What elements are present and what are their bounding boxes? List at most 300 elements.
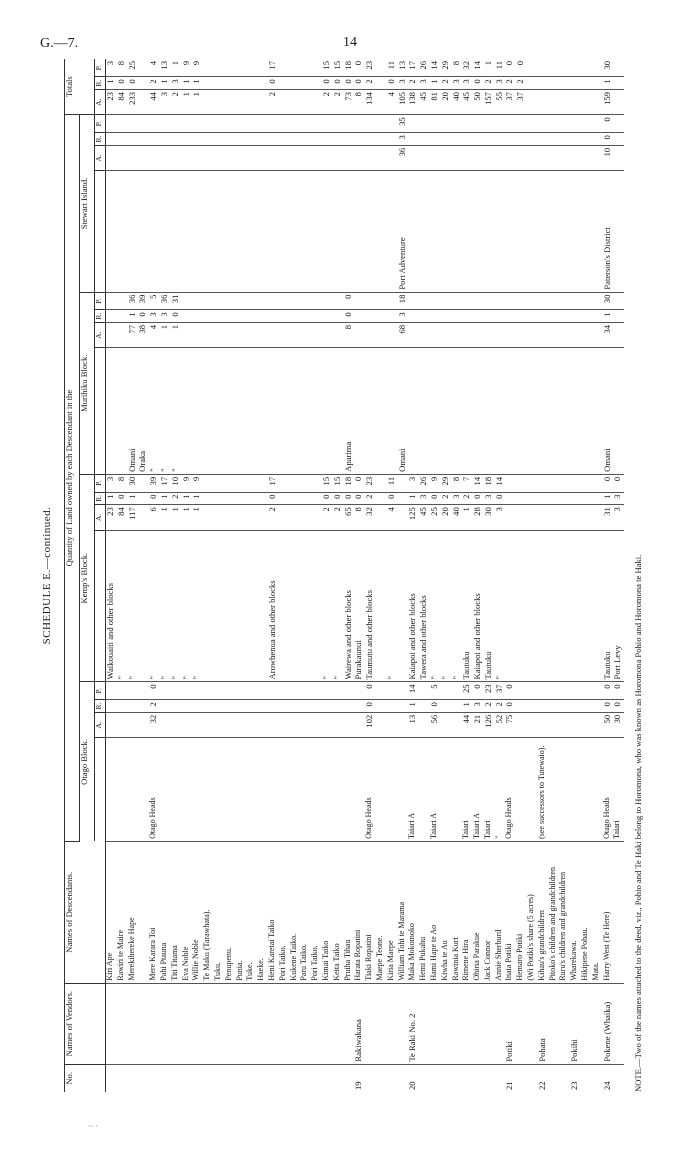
table-row [495, 59, 506, 1092]
vendor-name [214, 983, 225, 1064]
total-perches [613, 59, 624, 77]
stewart-roods [333, 133, 344, 146]
stewart-roods [171, 133, 182, 146]
stewart-block-name [344, 171, 355, 293]
murihiku-block-name [516, 348, 527, 475]
otago-perches: 37 [495, 682, 506, 700]
murihiku-acres [462, 323, 473, 348]
kemp-acres: 45 [419, 505, 430, 530]
murihiku-acres [613, 323, 624, 348]
total-roods: 3 [419, 77, 430, 90]
descendant-name: Pori Taiko. [279, 841, 290, 983]
total-roods [581, 77, 592, 90]
murihiku-roods [246, 310, 257, 323]
murihiku-perches [505, 292, 516, 310]
total-roods [570, 77, 581, 90]
stewart-acres [192, 145, 203, 170]
stewart-block-name [257, 171, 268, 293]
vendor-name [192, 983, 203, 1064]
kemp-perches [559, 474, 570, 492]
stewart-roods [311, 133, 322, 146]
stewart-acres [549, 145, 560, 170]
vendor-name [117, 983, 128, 1064]
kemp-perches: 3 [106, 474, 117, 492]
total-roods [225, 77, 236, 90]
otago-acres: 13 [408, 712, 419, 737]
stewart-perches [538, 115, 549, 133]
stewart-perches [311, 115, 322, 133]
otago-block-name [160, 738, 171, 842]
kemp-acres [300, 505, 311, 530]
stewart-acres [452, 145, 463, 170]
murihiku-acres [538, 323, 549, 348]
stewart-perches [365, 115, 376, 133]
row-no [452, 1064, 463, 1092]
murihiku-perches: 39 [138, 292, 149, 310]
total-acres [246, 90, 257, 115]
otago-acres [225, 712, 236, 737]
stewart-perches [441, 115, 452, 133]
total-acres: 45 [462, 90, 473, 115]
vendor-name [462, 983, 473, 1064]
row-no [192, 1064, 203, 1092]
murihiku-acres [570, 323, 581, 348]
row-no: 24 [601, 1081, 612, 1090]
murihiku-block-name: " [171, 348, 182, 475]
kemp-roods: 0 [495, 492, 506, 505]
row-no [268, 1064, 279, 1092]
descendant-name: Punia. [236, 841, 247, 983]
kemp-roods: 2 [462, 492, 473, 505]
stewart-acres [171, 145, 182, 170]
murihiku-roods [549, 310, 560, 323]
kemp-block-name: Arowhenua and other blocks [268, 530, 279, 682]
kemp-block-name: Tautuku [603, 530, 614, 682]
otago-block-name: Taiari A [408, 738, 419, 842]
stewart-block-name [138, 171, 149, 293]
murihiku-block-name [365, 348, 376, 475]
murihiku-roods [214, 310, 225, 323]
stewart-acres: 36 [398, 145, 409, 170]
row-no [462, 1064, 473, 1092]
murihiku-block-name [203, 348, 214, 475]
otago-acres [322, 712, 333, 737]
kemp-roods: 0 [473, 492, 484, 505]
stewart-block-name [333, 171, 344, 293]
murihiku-perches: 36 [160, 292, 171, 310]
total-acres: 105 [398, 90, 409, 115]
unit-acres: A. [95, 712, 106, 737]
vendor-name [225, 983, 236, 1064]
otago-acres [171, 712, 182, 737]
total-roods: 3 [452, 77, 463, 90]
kemp-acres: 3 [495, 505, 506, 530]
murihiku-perches [613, 292, 624, 310]
murihiku-block-name [257, 348, 268, 475]
murihiku-perches [311, 292, 322, 310]
kemp-roods [246, 492, 257, 505]
total-acres: 2 [268, 90, 279, 115]
vendor-name [268, 983, 279, 1064]
kemp-block-name [376, 530, 387, 682]
kemp-acres: 125 [408, 505, 419, 530]
murihiku-perches [257, 292, 268, 310]
table-row [311, 59, 322, 1092]
descendant-name: Willie Noble [192, 841, 203, 983]
stewart-roods [344, 133, 355, 146]
kemp-block-name [527, 530, 538, 682]
otago-roods [214, 700, 225, 713]
murihiku-roods [462, 310, 473, 323]
murihiku-perches [484, 292, 495, 310]
table-row [613, 59, 624, 1092]
stewart-acres [203, 145, 214, 170]
murihiku-roods: 0 [171, 310, 182, 323]
stewart-roods [387, 133, 398, 146]
stewart-block-name [128, 171, 139, 293]
murihiku-perches [117, 292, 128, 310]
table-row [279, 59, 290, 1092]
kemp-perches: 10 [171, 474, 182, 492]
otago-block-name [570, 738, 581, 842]
otago-roods [236, 700, 247, 713]
kemp-roods: 0 [354, 492, 365, 505]
murihiku-acres [268, 323, 279, 348]
otago-roods [570, 700, 581, 713]
kemp-block-name [538, 530, 549, 682]
row-no [473, 1064, 484, 1092]
otago-perches: 5 [430, 682, 441, 700]
murihiku-acres: 8 [344, 323, 355, 348]
table-row [182, 59, 193, 1092]
stewart-roods [203, 133, 214, 146]
otago-block-name [236, 738, 247, 842]
stewart-acres [430, 145, 441, 170]
stewart-acres [505, 145, 516, 170]
stewart-acres [441, 145, 452, 170]
kemp-acres [246, 505, 257, 530]
schedule-title: SCHEDULE E.—continued. [41, 506, 53, 645]
stewart-perches [117, 115, 128, 133]
otago-perches [581, 682, 592, 700]
murihiku-acres [300, 323, 311, 348]
kemp-acres [570, 505, 581, 530]
murihiku-block-name [452, 348, 463, 475]
total-roods: 3 [462, 77, 473, 90]
kemp-block-name: " [452, 530, 463, 682]
murihiku-roods [613, 310, 624, 323]
total-perches [225, 59, 236, 77]
header-no: No. [65, 1064, 106, 1092]
kemp-acres: 30 [484, 505, 495, 530]
header-stewart-island: Stewart Island. [80, 115, 95, 292]
murihiku-acres [441, 323, 452, 348]
total-perches: 0 [354, 59, 365, 77]
header-descendants: Names of Descendants. [65, 841, 106, 983]
otago-block-name [344, 738, 355, 842]
murihiku-perches: 31 [171, 292, 182, 310]
otago-perches [322, 682, 333, 700]
row-no: 20 [407, 1081, 418, 1090]
kemp-perches [225, 474, 236, 492]
kemp-acres: 25 [430, 505, 441, 530]
descendant-name: Kukene Taiko. [290, 841, 301, 983]
murihiku-block-name: Omani [603, 348, 614, 475]
murihiku-perches [570, 292, 581, 310]
total-acres: 45 [419, 90, 430, 115]
stewart-roods [106, 133, 117, 146]
stewart-perches [387, 115, 398, 133]
descendant-name: Ohiria Parakue [473, 841, 484, 983]
total-perches: 11 [387, 59, 398, 77]
otago-roods: 2 [484, 700, 495, 713]
otago-roods [268, 700, 279, 713]
otago-acres [246, 712, 257, 737]
kemp-acres [538, 505, 549, 530]
descendant-name: Mere Karara Toi [149, 841, 160, 983]
kemp-block-name: Port Levy [613, 530, 624, 682]
otago-acres: 56 [430, 712, 441, 737]
unit-roods: R. [95, 77, 106, 90]
unit-acres: A. [95, 505, 106, 530]
otago-perches: 25 [462, 682, 473, 700]
stewart-roods [538, 133, 549, 146]
row-no [549, 1064, 560, 1092]
vendor-name [149, 983, 160, 1064]
otago-roods [527, 700, 538, 713]
descendant-name: Kimai Taiko [322, 841, 333, 983]
row-no [138, 1064, 149, 1092]
murihiku-perches [387, 292, 398, 310]
total-roods [290, 77, 301, 90]
row-no [128, 1064, 139, 1092]
descendant-name: Jack Connor [484, 841, 495, 983]
stewart-perches [149, 115, 160, 133]
otago-roods: 2 [149, 700, 160, 713]
table-row [452, 59, 463, 1092]
total-perches: 17 [268, 59, 279, 77]
stewart-roods [441, 133, 452, 146]
total-perches: 18 [344, 59, 355, 77]
kemp-perches: 23 [365, 474, 376, 492]
otago-roods: 0 [365, 700, 376, 713]
stewart-acres [160, 145, 171, 170]
row-no [419, 1064, 430, 1092]
row-no [300, 1064, 311, 1092]
kemp-block-name: " [387, 530, 398, 682]
murihiku-block-name [473, 348, 484, 475]
stewart-acres [333, 145, 344, 170]
stewart-perches [203, 115, 214, 133]
descendant-name: Hami Hape te Ao [430, 841, 441, 983]
stewart-block-name [430, 171, 441, 293]
stewart-roods [225, 133, 236, 146]
total-roods: 2 [365, 77, 376, 90]
kemp-block-name [236, 530, 247, 682]
otago-block-name [171, 738, 182, 842]
otago-acres [236, 712, 247, 737]
otago-perches: 0 [365, 682, 376, 700]
unit-acres: A. [95, 90, 106, 115]
kemp-acres [559, 505, 570, 530]
stewart-roods [268, 133, 279, 146]
total-acres: 73 [344, 90, 355, 115]
otago-perches [559, 682, 570, 700]
vendor-name [613, 983, 624, 1064]
total-perches [279, 59, 290, 77]
descendant-name: William Tohi te Marama [398, 841, 409, 983]
stewart-block-name [149, 171, 160, 293]
total-roods: 2 [408, 77, 419, 90]
otago-acres [279, 712, 290, 737]
total-acres: 3 [160, 90, 171, 115]
murihiku-roods [430, 310, 441, 323]
kemp-roods: 0 [387, 492, 398, 505]
otago-block-name [225, 738, 236, 842]
kemp-acres: 65 [344, 505, 355, 530]
murihiku-perches: 30 [603, 292, 614, 310]
otago-roods [279, 700, 290, 713]
total-roods [203, 77, 214, 90]
row-no: 23 [569, 1081, 580, 1090]
murihiku-perches [214, 292, 225, 310]
total-perches: 26 [419, 59, 430, 77]
murihiku-roods: 0 [344, 310, 355, 323]
murihiku-acres [505, 323, 516, 348]
stewart-roods [117, 133, 128, 146]
kemp-perches: 15 [333, 474, 344, 492]
total-perches [538, 59, 549, 77]
stewart-block-name: Port Adventure [398, 171, 409, 293]
unit-roods: R. [95, 310, 106, 323]
kemp-roods [225, 492, 236, 505]
row-no: 19 [353, 1081, 364, 1090]
kemp-acres: 1 [182, 505, 193, 530]
total-perches: 9 [182, 59, 193, 77]
stewart-perches: 0 [603, 115, 614, 133]
descendant-name: Pori Taiko. [311, 841, 322, 983]
scan-mark: ·· · [88, 1122, 98, 1131]
total-perches: 15 [333, 59, 344, 77]
total-roods [300, 77, 311, 90]
row-no [441, 1064, 452, 1092]
murihiku-roods [236, 310, 247, 323]
otago-acres [192, 712, 203, 737]
row-no [225, 1064, 236, 1092]
stewart-acres [214, 145, 225, 170]
murihiku-acres [387, 323, 398, 348]
kemp-block-name: Waikouaiti and other blocks [106, 530, 117, 682]
murihiku-acres [246, 323, 257, 348]
vendor-name [549, 983, 560, 1064]
otago-perches [257, 682, 268, 700]
otago-block-name [581, 738, 592, 842]
otago-acres [117, 712, 128, 737]
table-row [581, 59, 592, 1092]
kemp-acres: 28 [473, 505, 484, 530]
murihiku-roods [538, 310, 549, 323]
otago-block-name [182, 738, 193, 842]
murihiku-block-name [581, 348, 592, 475]
murihiku-block-name [290, 348, 301, 475]
otago-block-name [387, 738, 398, 842]
vendor-name [106, 983, 117, 1064]
otago-roods [333, 700, 344, 713]
stewart-acres [538, 145, 549, 170]
unit-perches: P. [95, 292, 106, 310]
otago-perches [300, 682, 311, 700]
otago-roods [192, 700, 203, 713]
descendant-name: Kiri Ape [106, 841, 117, 983]
stewart-acres [279, 145, 290, 170]
total-perches: 8 [452, 59, 463, 77]
murihiku-perches: 5 [149, 292, 160, 310]
row-no [149, 1064, 160, 1092]
vendor-name: Pohata [538, 983, 549, 1064]
murihiku-block-name [333, 348, 344, 475]
total-roods: 1 [430, 77, 441, 90]
row-no: 22 [536, 1081, 547, 1090]
kemp-block-name: " [192, 530, 203, 682]
descendant-name: Maka Mokomoko [408, 841, 419, 983]
kemp-acres [214, 505, 225, 530]
stewart-block-name [171, 171, 182, 293]
otago-perches [117, 682, 128, 700]
kemp-block-name: " [160, 530, 171, 682]
stewart-roods [138, 133, 149, 146]
murihiku-block-name [322, 348, 333, 475]
stewart-block-name [160, 171, 171, 293]
kemp-perches [236, 474, 247, 492]
stewart-acres [462, 145, 473, 170]
murihiku-block-name [268, 348, 279, 475]
kemp-block-name: Purakaunui [354, 530, 365, 682]
kemp-acres: 20 [441, 505, 452, 530]
stewart-roods [236, 133, 247, 146]
murihiku-roods [333, 310, 344, 323]
vendor-name [182, 983, 193, 1064]
total-acres: 157 [484, 90, 495, 115]
kemp-block-name: " [182, 530, 193, 682]
kemp-roods: 1 [408, 492, 419, 505]
otago-acres [311, 712, 322, 737]
descendant-name: Kiwha te Au [441, 841, 452, 983]
total-perches [300, 59, 311, 77]
murihiku-block-name [570, 348, 581, 475]
kemp-roods: 0 [344, 492, 355, 505]
murihiku-perches [354, 292, 365, 310]
stewart-roods [581, 133, 592, 146]
kemp-block-name [516, 530, 527, 682]
descendant-name: Ruru's children and grandchildren [559, 841, 570, 983]
murihiku-acres [182, 323, 193, 348]
total-acres [527, 90, 538, 115]
murihiku-roods [473, 310, 484, 323]
stewart-roods [505, 133, 516, 146]
otago-roods [516, 700, 527, 713]
murihiku-acres [549, 323, 560, 348]
total-perches [581, 59, 592, 77]
stewart-acres [182, 145, 193, 170]
total-perches [290, 59, 301, 77]
kemp-roods [570, 492, 581, 505]
otago-perches: 23 [484, 682, 495, 700]
kemp-acres: 40 [452, 505, 463, 530]
otago-acres: 102 [365, 712, 376, 737]
murihiku-perches [203, 292, 214, 310]
descendant-name: Harry West (Te Here) [603, 841, 614, 983]
kemp-perches [279, 474, 290, 492]
